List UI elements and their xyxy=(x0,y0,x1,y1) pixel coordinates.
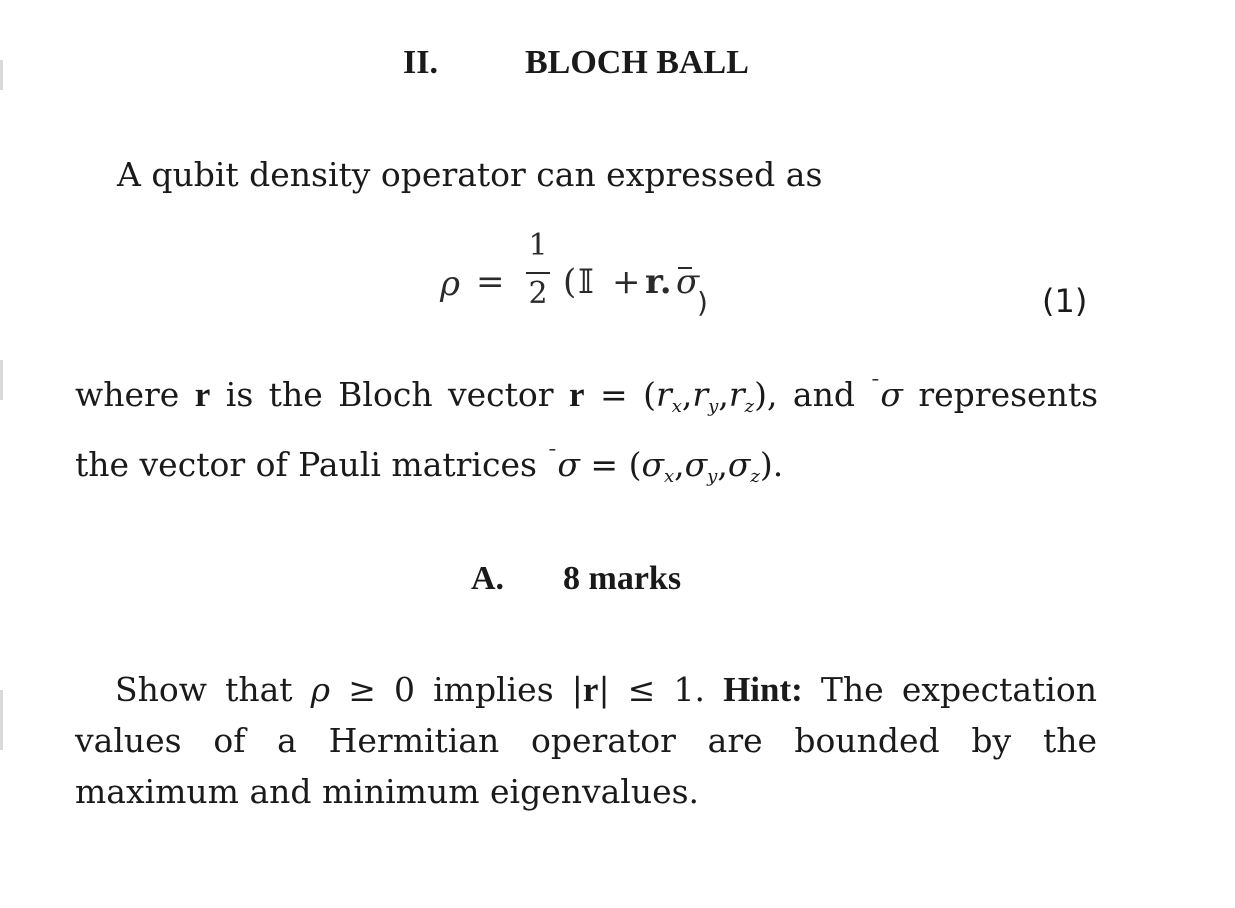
section-title: BLOCH BALL xyxy=(525,44,749,81)
eq-bloch-vector: r. xyxy=(645,262,672,302)
eq-sigma: σ xyxy=(676,262,700,302)
where-line-1: where r is the Bloch vector $r = (r_x,r_y,r_z)$, and ¯σ represents xyxy=(75,375,1099,417)
eq-right-paren: ) xyxy=(697,286,708,319)
scan-artifact xyxy=(0,360,3,400)
subsection-number: A. xyxy=(471,560,505,597)
eq-plus: + xyxy=(612,262,641,302)
where-line-2: the vector of Pauli matrices $^¯\sigma = (\sigma_x,\sigma_y,\sigma_z)$. xyxy=(75,445,784,487)
intro-sentence: A qubit density operator can expressed as xyxy=(117,155,823,194)
eq-left-paren: ( xyxy=(563,262,577,302)
question-line-3: maximum and minimum eigenvalues. xyxy=(75,772,700,811)
section-number: II. xyxy=(403,44,438,81)
eq-fraction-bar xyxy=(526,272,550,274)
question-line-2: values of a Hermitian operator are bounded by the xyxy=(75,721,1097,760)
eq-identity: 𝕀 xyxy=(578,262,594,302)
question-line-1: Show that ρ ≥ 0 implies |r| ≤ 1. Hint: The expectation xyxy=(115,670,1097,709)
scan-artifact xyxy=(0,60,3,90)
equation-number: (1) xyxy=(1042,282,1088,320)
eq-rho: ρ xyxy=(440,264,460,304)
eq-numerator: 1 xyxy=(528,228,548,263)
scan-artifact xyxy=(0,690,3,750)
eq-equals: = xyxy=(476,262,505,302)
subsection-title: 8 marks xyxy=(563,560,682,597)
question-paragraph xyxy=(75,664,1097,817)
where-paragraph xyxy=(75,362,1098,502)
eq-denominator: 2 xyxy=(528,276,548,311)
